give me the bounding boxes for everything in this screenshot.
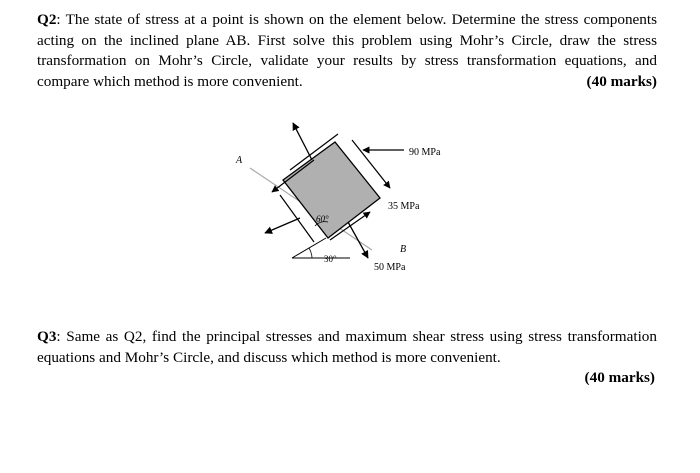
question-3-label: Q3 (37, 328, 57, 345)
question-2-text: : The state of stress at a point is shown on the element below. Determine the stress components acting on the inclined plane AB. First solve this problem using Mohr’s Circle, draw the stress transformation on Mohr’s Circle, validate your results by stress transformation equations, and compare which method is more convenient. (37, 11, 657, 90)
label-a: A (236, 155, 243, 166)
normal-arrow-left (265, 218, 300, 233)
question-3-text: : Same as Q2, find the principal stresses and maximum shear stress using stress transformation equations and Mohr’s Circle, and discuss which method is more convenient. (37, 328, 657, 366)
stress-label-35: 35 MPa (388, 201, 420, 212)
stress-label-90: 90 MPa (409, 147, 441, 158)
question-3 (37, 327, 657, 368)
stress-element-figure (228, 115, 468, 285)
angle-label-60: 60° (316, 214, 329, 224)
label-b: B (400, 244, 407, 255)
question-2-marks: (40 marks) (586, 72, 657, 90)
angle-label-30: 30° (324, 254, 337, 264)
normal-arrow-top (293, 123, 312, 160)
question-2 (37, 10, 657, 92)
question-3-marks: (40 marks) (584, 369, 655, 386)
stress-label-50: 50 MPa (374, 262, 406, 273)
normal-arrow-bottom (348, 222, 368, 258)
question-2-label: Q2 (37, 11, 57, 28)
angle-arc-30 (309, 248, 312, 258)
